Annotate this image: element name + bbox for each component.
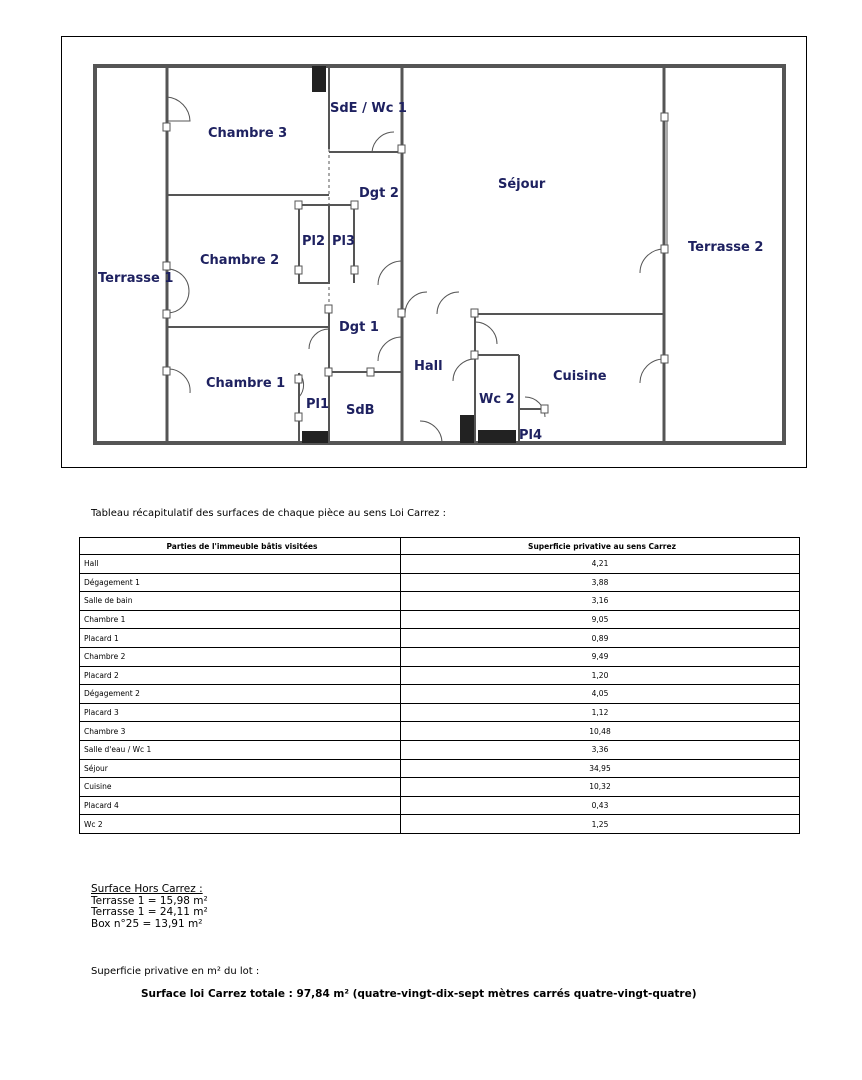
- room-surface: 34,95: [401, 759, 800, 778]
- table-row: [80, 629, 800, 648]
- table-header-row: [80, 538, 800, 555]
- lot-surface-label: Superficie privative en m² du lot :: [91, 966, 260, 977]
- room-label-terrasse2: Terrasse 2: [688, 240, 764, 255]
- room-surface: 9,05: [401, 610, 800, 629]
- room-surface: 1,20: [401, 666, 800, 685]
- room-name: Hall: [80, 555, 401, 574]
- hors-carrez-title: Surface Hors Carrez :: [91, 883, 203, 895]
- column-header: Parties de l'immeuble bâtis visitées: [80, 538, 401, 555]
- room-name: Placard 3: [80, 703, 401, 722]
- room-label-sdb: SdB: [346, 403, 375, 418]
- floor-plan: [61, 36, 807, 468]
- room-name: Placard 2: [80, 666, 401, 685]
- room-label-pl1: Pl1: [306, 397, 330, 412]
- room-name: Dégagement 1: [80, 573, 401, 592]
- table-row: [80, 740, 800, 759]
- table-row: [80, 592, 800, 611]
- room-surface: 3,36: [401, 740, 800, 759]
- room-label-cuisine: Cuisine: [553, 369, 607, 384]
- room-label-dgt2: Dgt 2: [359, 186, 399, 201]
- room-surface: 1,12: [401, 703, 800, 722]
- room-name: Dégagement 2: [80, 685, 401, 704]
- room-label-dgt1: Dgt 1: [339, 320, 379, 335]
- floor-plan-drawing: [62, 37, 808, 469]
- room-surface: 4,21: [401, 555, 800, 574]
- room-surface: 3,88: [401, 573, 800, 592]
- surface-table: [79, 537, 800, 834]
- room-name: Salle d'eau / Wc 1: [80, 740, 401, 759]
- room-label-hall: Hall: [414, 359, 443, 374]
- room-label-pl3: Pl3: [332, 234, 356, 249]
- room-name: Séjour: [80, 759, 401, 778]
- hors-carrez-line: Terrasse 1 = 24,11 m²: [91, 906, 208, 918]
- room-surface: 10,32: [401, 778, 800, 797]
- column-header: Superficie privative au sens Carrez: [401, 538, 800, 555]
- room-surface: 0,43: [401, 796, 800, 815]
- table-row: [80, 815, 800, 834]
- table-row: [80, 796, 800, 815]
- room-label-wc2: Wc 2: [479, 392, 515, 407]
- room-name: Chambre 2: [80, 647, 401, 666]
- room-label-pl4: Pl4: [519, 428, 543, 443]
- room-surface: 9,49: [401, 647, 800, 666]
- room-surface: 10,48: [401, 722, 800, 741]
- room-name: Cuisine: [80, 778, 401, 797]
- table-row: [80, 722, 800, 741]
- table-row: [80, 685, 800, 704]
- table-row: [80, 647, 800, 666]
- room-label-terrasse1: Terrasse 1: [98, 271, 174, 286]
- room-label-pl2: Pl2: [302, 234, 326, 249]
- hors-carrez-line: Terrasse 1 = 15,98 m²: [91, 894, 208, 907]
- room-surface: 4,05: [401, 685, 800, 704]
- table-row: [80, 555, 800, 574]
- room-name: Wc 2: [80, 815, 401, 834]
- room-surface: 3,16: [401, 592, 800, 611]
- room-label-sejour: Séjour: [498, 177, 546, 192]
- room-surface: 1,25: [401, 815, 800, 834]
- table-row: [80, 759, 800, 778]
- table-row: [80, 610, 800, 629]
- room-name: Chambre 1: [80, 610, 401, 629]
- table-row: [80, 778, 800, 797]
- room-name: Placard 4: [80, 796, 401, 815]
- room-label-chambre1: Chambre 1: [206, 376, 286, 391]
- room-label-chambre2: Chambre 2: [200, 253, 280, 268]
- table-row: [80, 666, 800, 685]
- room-name: Salle de bain: [80, 592, 401, 611]
- room-name: Placard 1: [80, 629, 401, 648]
- table-row: [80, 703, 800, 722]
- hors-carrez-block: [91, 884, 208, 930]
- room-label-chambre3: Chambre 3: [208, 126, 288, 141]
- total-carrez-surface: Surface loi Carrez totale : 97,84 m² (quatre-vingt-dix-sept mètres carrés quatre-vingt-quatre): [141, 988, 697, 1000]
- room-label-sde-wc1: SdE / Wc 1: [330, 101, 407, 116]
- table-caption: Tableau récapitulatif des surfaces de chaque pièce au sens Loi Carrez :: [91, 508, 446, 519]
- table-row: [80, 573, 800, 592]
- room-name: Chambre 3: [80, 722, 401, 741]
- hors-carrez-line: Box n°25 = 13,91 m²: [91, 917, 203, 930]
- room-surface: 0,89: [401, 629, 800, 648]
